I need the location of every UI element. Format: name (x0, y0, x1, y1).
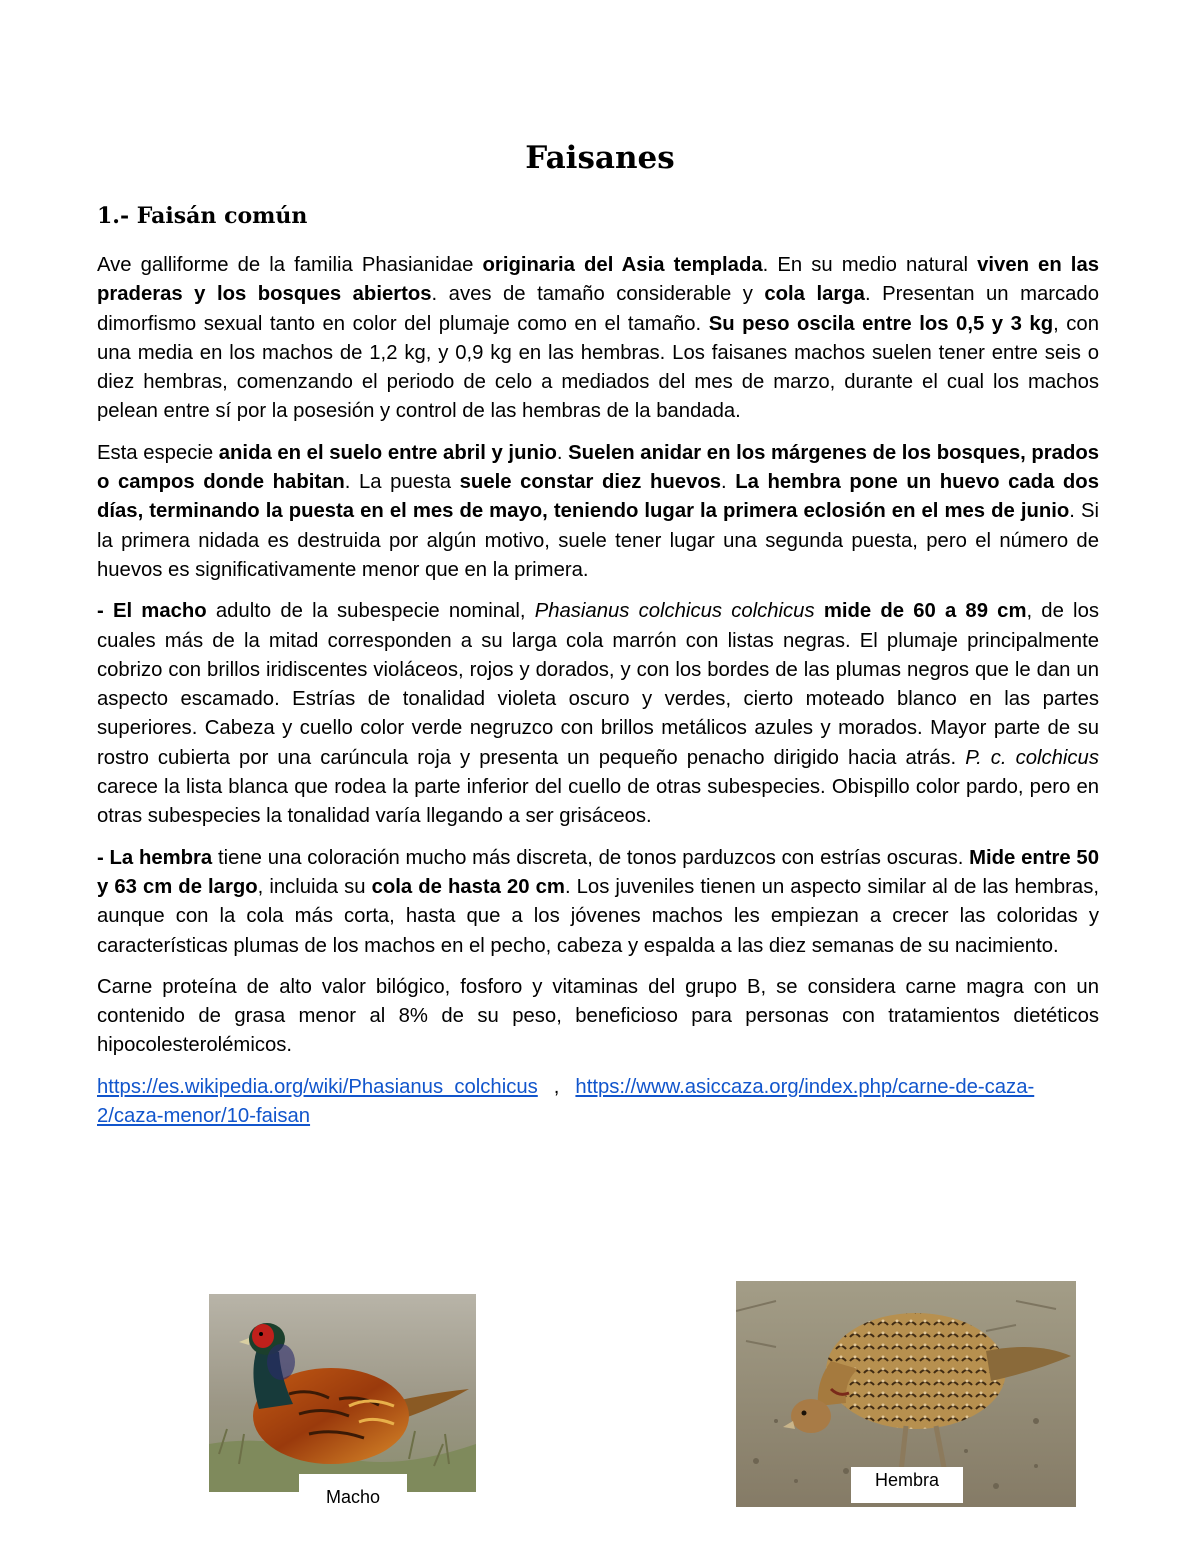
text-run: , de los cuales más de la mitad corresponden a su larga cola marrón con listas negras. El plumaje principalmente cobrizo con brillos iridiscentes violáceos, rojos y dorados, y con los bordes de las plumas negros que le dan un aspecto escamado. Estrías de tonalidad violeta oscuro y verdes, cierto moteado blanco en las partes superiores. Cabeza y cuello color verde negruzco con brillos metálicos azules y morados. Mayor parte de su rostro cubierta por una carúncula roja y presenta un pequeño penacho dirigido hacia atrás. (97, 600, 1099, 769)
wikipedia-link[interactable]: https://es.wikipedia.org/wiki/Phasianus_colchicus (97, 1075, 538, 1098)
text-run: . Si la primera nidada es destruida por algún motivo, suele tener lugar una segunda puesta, pero el número de huevos es significativamente menor que en la primera. (97, 500, 1100, 581)
female-caption: Hembra (851, 1467, 963, 1503)
link-separator: , (553, 1075, 560, 1098)
text-run: , con una media en los machos de 1,2 kg, y 0,9 kg en las hembras. Los faisanes machos suelen tener entre seis o diez hembras, comenzando el periodo de celo a mediados del mes de marzo, durante el cual los machos pelean entre sí por la posesión y control de las hembras de la bandada. (97, 312, 1099, 423)
bold-run: Su peso oscila entre los 0,5 y 3 kg (708, 312, 1054, 335)
page-title: Faisanes (525, 140, 675, 176)
text-run: tiene una coloración mucho más discreta, de tonos parduzcos con estrías oscuras. (212, 846, 970, 869)
bold-run: cola larga (764, 283, 865, 306)
male-pheasant-photo (209, 1294, 476, 1492)
asiccaza-link[interactable]: https://www.asiccaza.org/index.php/carne-de-caza-2/caza-menor/10-faisan (97, 1075, 1035, 1128)
bold-run: originaria del Asia templada (482, 254, 763, 276)
text-run: . En su medio natural (762, 254, 978, 276)
bold-run: - La hembra (97, 846, 213, 869)
text-run: , incluida su (257, 875, 372, 898)
text-run: . aves de tamaño considerable y (431, 283, 765, 306)
text-run: Esta especie (97, 441, 219, 464)
paragraph-meat: Carne proteína de alto valor bilógico, fosforo y vitaminas del grupo B, se considera carne magra con un contenido de grasa menor al 8% de su peso, beneficioso para personas con tratamientos dietéticos hipocolesterolémicos. (97, 975, 1099, 1057)
paragraph-nesting (97, 439, 1099, 585)
document-body (97, 251, 1099, 1143)
paragraph-female (97, 844, 1099, 961)
male-caption: Macho (299, 1474, 407, 1508)
section-heading: 1.- Faisán común (97, 203, 308, 229)
paragraph-description (97, 251, 1099, 427)
italic-run: Phasianus colchicus colchicus (534, 600, 815, 623)
paragraph-male (97, 597, 1099, 831)
bold-run: La hembra pone un huevo cada dos días, terminando la puesta en el mes de mayo, teniendo lugar la primera eclosión en el mes de junio (97, 471, 1099, 523)
male-pheasant-illustration (209, 1294, 476, 1492)
text-run: . (721, 471, 736, 494)
bold-run: suele constar diez huevos (459, 471, 722, 494)
text-run: adulto de la subespecie nominal, (206, 600, 535, 623)
text-run: . La puesta (344, 471, 460, 494)
bold-run: cola de hasta 20 cm (371, 875, 565, 898)
text-run: carece la lista blanca que rodea la parte inferior del cuello de otras subespecies. Obispillo color pardo, pero en otras subespecies la tonalidad varía llegando a ser grisáceos. (97, 776, 1099, 828)
bold-run: mide de 60 a 89 cm (823, 600, 1027, 623)
bold-run: viven en las praderas y los bosques abiertos (97, 254, 1099, 306)
text-run (815, 600, 824, 622)
source-links (97, 1073, 1099, 1132)
text-run: . (556, 441, 569, 464)
text-run: . Presentan un marcado dimorfismo sexual tanto en color del plumaje como en el tamaño. (97, 283, 1099, 335)
bold-run: anida en el suelo entre abril y junio (218, 441, 557, 464)
italic-run: P. c. colchicus (965, 746, 1099, 769)
bold-run: Mide entre 50 y 63 cm de largo (97, 846, 1099, 898)
text-run: . Los juveniles tienen un aspecto similar al de las hembras, aunque con la cola más corta, hasta que a los jóvenes machos les empiezan a crecer las coloridas y características plumas de los machos en el pecho, cabeza y espalda a las diez semanas de su nacimiento. (97, 875, 1099, 957)
text-run: Ave galliforme de la familia Phasianidae (97, 254, 483, 276)
bold-run: Suelen anidar en los márgenes de los bosques, prados o campos donde habitan (97, 441, 1100, 494)
bold-run: - El macho (97, 600, 207, 623)
